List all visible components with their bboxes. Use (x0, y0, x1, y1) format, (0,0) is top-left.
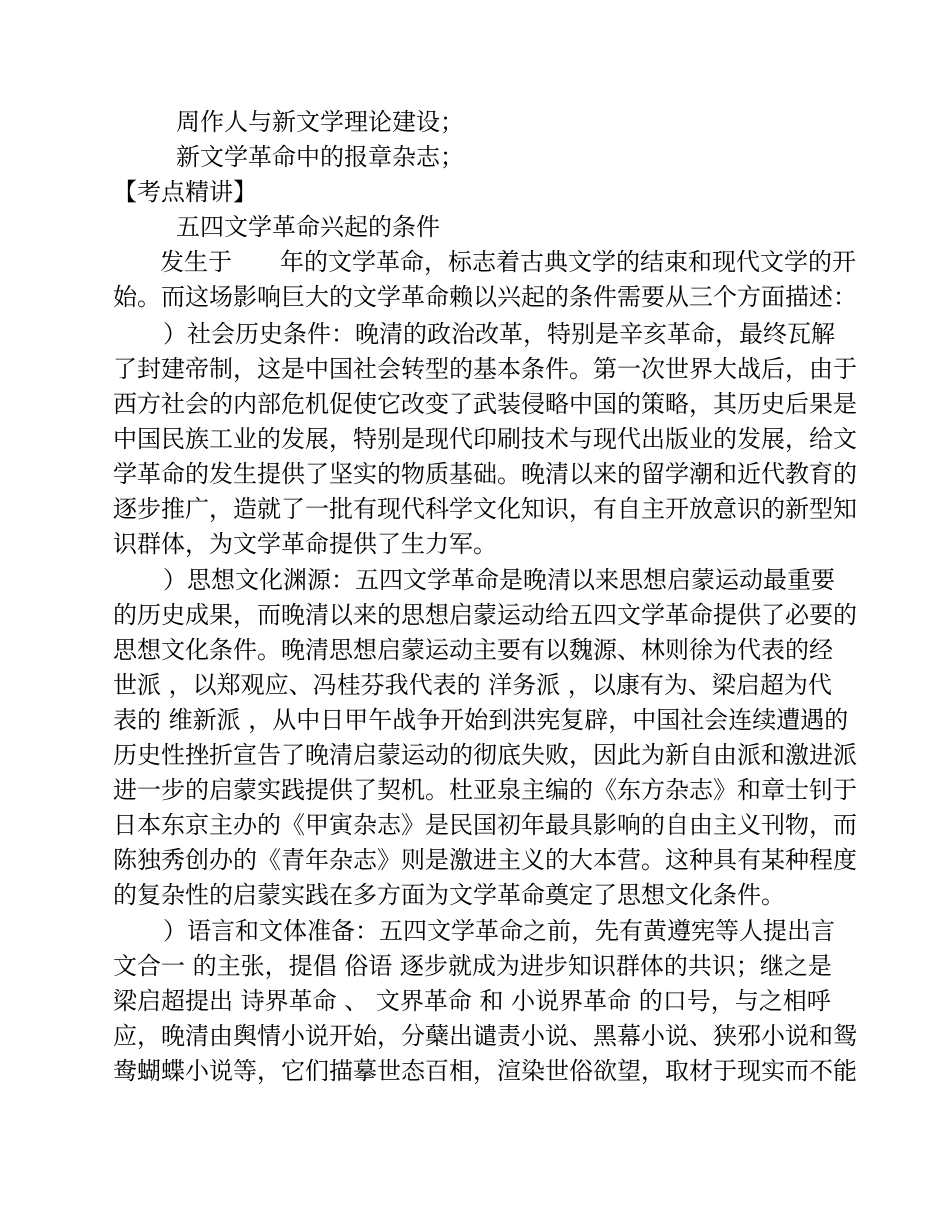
paragraph-line: ）语言和文体准备：五四文学革命之前，先有黄遵宪等人提出言 (163, 917, 835, 945)
paragraph-line: 文合一 的主张，提倡 俗语 逐步就成为进步知识群体的共识；继之是 (113, 952, 832, 980)
list-line-periodicals: 新文学革命中的报章杂志； (176, 143, 464, 171)
paragraph-line: 表的 维新派 ，从中日甲午战争开始到洪宪复辟，中国社会连续遭遇的 (113, 706, 849, 734)
list-line-zhou-zuoren: 周作人与新文学理论建设； (176, 108, 464, 136)
paragraph-line: 西方社会的内部危机促使它改变了武装侵略中国的策略，其历史后果是 (113, 390, 857, 418)
paragraph-line: 中国民族工业的发展，特别是现代印刷技术与现代出版业的发展，给文 (113, 425, 857, 453)
paragraph-line: 学革命的发生提供了坚实的物质基础。晚清以来的留学潮和近代教育的 (113, 460, 857, 488)
paragraph-line: 的历史成果，而晚清以来的思想启蒙运动给五四文学革命提供了必要的 (113, 601, 857, 629)
paragraph-line: 逐步推广，造就了一批有现代科学文化知识，有自主开放意识的新型知 (113, 495, 857, 523)
paragraph-line: 鸯蝴蝶小说等，它们描摹世态百相，渲染世俗欲望，取材于现实而不能 (113, 1057, 857, 1085)
paragraph-line: 了封建帝制，这是中国社会转型的基本条件。第一次世界大战后，由于 (113, 355, 857, 383)
paragraph-line: 始。而这场影响巨大的文学革命赖以兴起的条件需要从三个方面描述： (113, 283, 857, 311)
paragraph-line: 日本东京主办的《甲寅杂志》是民国初年最具影响的自由主义刊物，而 (113, 811, 857, 839)
paragraph-line: 梁启超提出 诗界革命 、 文界革命 和 小说界革命 的口号，与之相呼 (113, 987, 831, 1015)
paragraph-line: ）思想文化渊源：五四文学革命是晚清以来思想启蒙运动最重要 (163, 566, 835, 594)
section-heading: 【考点精讲】 (113, 178, 257, 206)
paragraph-line: 世派 ，以郑观应、冯桂芬我代表的 洋务派 ，以康有为、梁启超为代 (113, 671, 832, 699)
paragraph-line: 发生于 年的文学革命，标志着古典文学的结束和现代文学的开 (160, 248, 856, 276)
paragraph-line: 思想文化条件。晚清思想启蒙运动主要有以魏源、林则徐为代表的经 (113, 636, 833, 664)
subsection-title: 五四文学革命兴起的条件 (176, 213, 440, 241)
paragraph-line: 应，晚清由舆情小说开始，分蘖出谴责小说、黑幕小说、狭邪小说和鸳 (113, 1022, 857, 1050)
paragraph-line: 进一步的启蒙实践提供了契机。杜亚泉主编的《东方杂志》和章士钊于 (113, 776, 857, 804)
paragraph-line: 的复杂性的启蒙实践在多方面为文学革命奠定了思想文化条件。 (113, 881, 785, 909)
paragraph-line: 陈独秀创办的《青年杂志》则是激进主义的大本营。这种具有某种程度 (113, 846, 857, 874)
paragraph-line: 识群体，为文学革命提供了生力军。 (113, 530, 497, 558)
paragraph-line: 历史性挫折宣告了晚清启蒙运动的彻底失败，因此为新自由派和激进派 (113, 741, 857, 769)
paragraph-line: ）社会历史条件：晚清的政治改革，特别是辛亥革命，最终瓦解 (163, 320, 835, 348)
